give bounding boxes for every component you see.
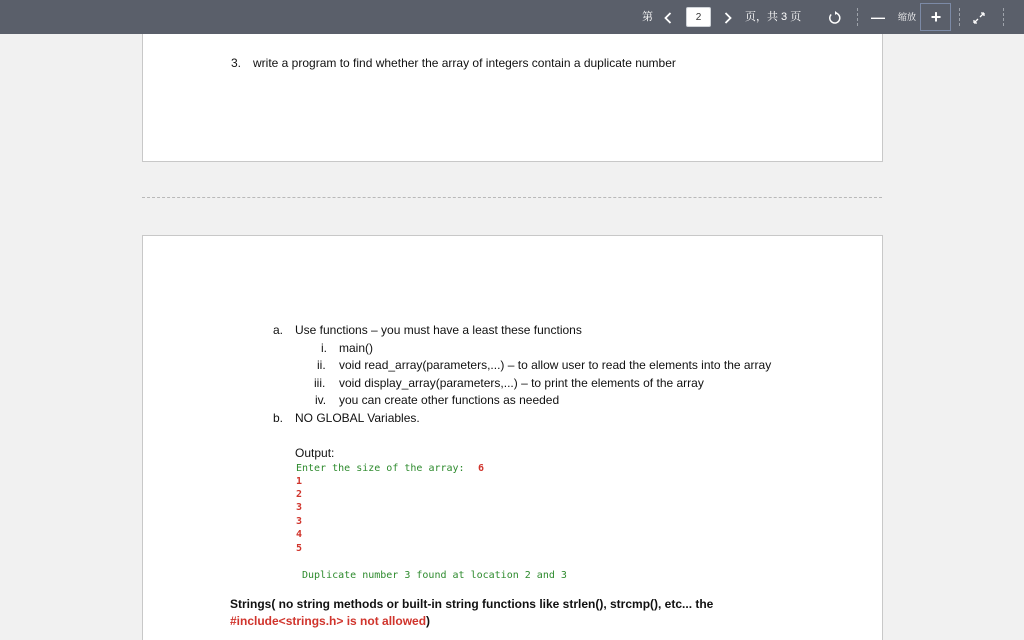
toolbar-separator <box>1003 8 1004 26</box>
rotate-icon <box>828 11 842 25</box>
toolbar-separator <box>857 8 858 26</box>
strings-requirement-line2 <box>230 614 430 629</box>
include-warning: #include<strings.h> is not allowed <box>230 614 427 628</box>
console-prompt-value: 6 <box>478 463 485 474</box>
list-item: Use functions – you must have a least these functions <box>295 323 582 337</box>
list-marker: a. <box>273 323 284 337</box>
list-item: NO GLOBAL Variables. <box>295 411 420 425</box>
list-item: void read_array(parameters,...) – to allow user to read the elements into the array <box>339 358 772 372</box>
page-total-label: 页，共 3 页 <box>745 11 802 23</box>
console-input: 4 <box>296 529 303 540</box>
pdf-toolbar <box>0 0 1024 34</box>
expand-icon <box>972 11 986 25</box>
console-input: 3 <box>296 502 303 513</box>
document-page-1 <box>142 34 883 162</box>
page-number-input[interactable] <box>686 7 711 27</box>
list-item: main() <box>339 341 374 355</box>
list-item: void display_array(parameters,...) – to print the elements of the array <box>339 376 704 390</box>
question-number: 3. <box>231 56 242 70</box>
output-label: Output: <box>295 446 335 460</box>
previous-page-button[interactable] <box>660 5 676 29</box>
page-prefix: 第 <box>642 11 653 23</box>
strings-requirement: Strings( no string methods or built-in string functions like strlen(), strcmp(), etc... the <box>230 597 714 611</box>
console-prompt: Enter the size of the array: <box>296 463 465 474</box>
rotate-button[interactable] <box>826 5 844 29</box>
list-marker: ii. <box>317 358 326 372</box>
list-marker: iv. <box>315 393 327 407</box>
list-marker: iii. <box>314 376 326 390</box>
console-result: Duplicate number 3 found at location 2 and 3 <box>302 570 567 581</box>
next-page-button[interactable] <box>720 5 736 29</box>
zoom-out-button[interactable]: — <box>871 9 885 25</box>
question-text: write a program to find whether the array of integers contain a duplicate number <box>253 56 676 70</box>
chevron-left-icon <box>664 12 672 24</box>
console-input: 3 <box>296 516 303 527</box>
console-input: 2 <box>296 489 303 500</box>
list-marker: i. <box>321 341 327 355</box>
fullscreen-button[interactable] <box>970 5 988 29</box>
list-item: you can create other functions as needed <box>339 393 560 407</box>
zoom-label: 缩放 <box>898 12 917 22</box>
console-input: 5 <box>296 543 303 554</box>
chevron-right-icon <box>724 12 732 24</box>
console-input: 1 <box>296 476 303 487</box>
list-marker: b. <box>273 411 284 425</box>
closing-paren: ) <box>426 614 431 628</box>
zoom-in-button[interactable]: + <box>930 7 942 27</box>
toolbar-separator <box>959 8 960 26</box>
page-divider <box>142 197 882 198</box>
